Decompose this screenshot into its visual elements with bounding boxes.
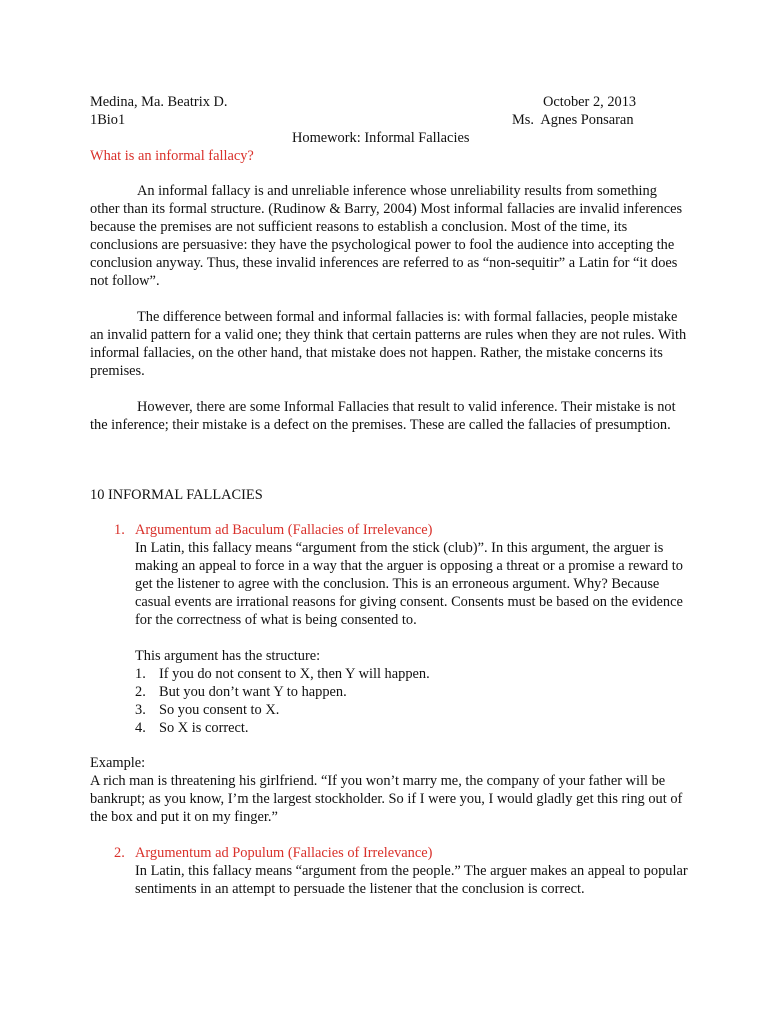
structure-number: 3.: [135, 702, 146, 718]
fallacy-title: Argumentum ad Populum (Fallacies of Irrelevance): [135, 845, 433, 861]
document-title: Homework: Informal Fallacies: [292, 130, 470, 146]
fallacy-description: In Latin, this fallacy means “argument from the people.” The arguer makes an appeal to popular sentiments in an attempt to persuade the listener that the conclusion is correct.: [135, 863, 688, 897]
question-heading: What is an informal fallacy?: [90, 148, 254, 164]
structure-number: 4.: [135, 720, 146, 736]
paragraph-definition: An informal fallacy is and unreliable inference whose unreliability results from something other than its formal structure. (Rudinow & Barry, 2004) Most informal fallacies are invalid inferences because the premises are not sufficient reasons to establish a conclusion. Most of the time, its conclusions are persuasive: they have the psychological power to fool the audience into accepting the conclusion anyway. Thus, these invalid inferences are referred to as “non-sequitir” a Latin for “it does not follow”.: [90, 183, 683, 289]
structure-step: So you consent to X.: [159, 702, 280, 718]
student-name: Medina, Ma. Beatrix D.: [90, 94, 228, 110]
structure-step: If you do not consent to X, then Y will happen.: [159, 666, 430, 682]
example-label: Example:: [90, 755, 146, 771]
example-text: A rich man is threatening his girlfriend. “If you won’t marry me, the company of your father will be bankrupt; as you know, I’m the largest stockholder. So if I were you, I would gladly get this ring out of the box and put it on my finger.”: [90, 773, 683, 825]
fallacy-description: In Latin, this fallacy means “argument from the stick (club)”. In this argument, the arguer is making an appeal to force in a way that the arguer is opposing a threat or a promise a reward to get the listener to agree with the conclusion. This is an erroneous argument. Why? Because casual events are irrational reasons for giving consent. Consents must be based on the evidence for the correctness of what is being consented to.: [135, 540, 683, 628]
structure-number: 2.: [135, 684, 146, 700]
fallacy-number: 2.: [114, 845, 125, 861]
structure-number: 1.: [135, 666, 146, 682]
structure-step: But you don’t want Y to happen.: [159, 684, 347, 700]
paragraph-difference: The difference between formal and informal fallacies is: with formal fallacies, people mistake an invalid pattern for a valid one; they think that certain patterns are rules when they are not rules. With informal fallacies, on the other hand, that mistake does not happen. Rather, the mistake concerns its premises.: [90, 309, 687, 379]
structure-intro: This argument has the structure:: [135, 648, 321, 664]
student-section: 1Bio1: [90, 112, 126, 128]
fallacy-number: 1.: [114, 522, 125, 538]
teacher-name: Ms. Agnes Ponsaran: [512, 112, 634, 128]
paragraph-presumption: However, there are some Informal Fallacies that result to valid inference. Their mistake is not the inference; their mistake is a defect on the premises. These are called the fallacies of presumption.: [90, 399, 676, 433]
submission-date: October 2, 2013: [543, 94, 637, 110]
fallacy-title: Argumentum ad Baculum (Fallacies of Irrelevance): [135, 522, 433, 538]
structure-step: So X is correct.: [159, 720, 249, 736]
section-heading: 10 INFORMAL FALLACIES: [90, 487, 263, 503]
